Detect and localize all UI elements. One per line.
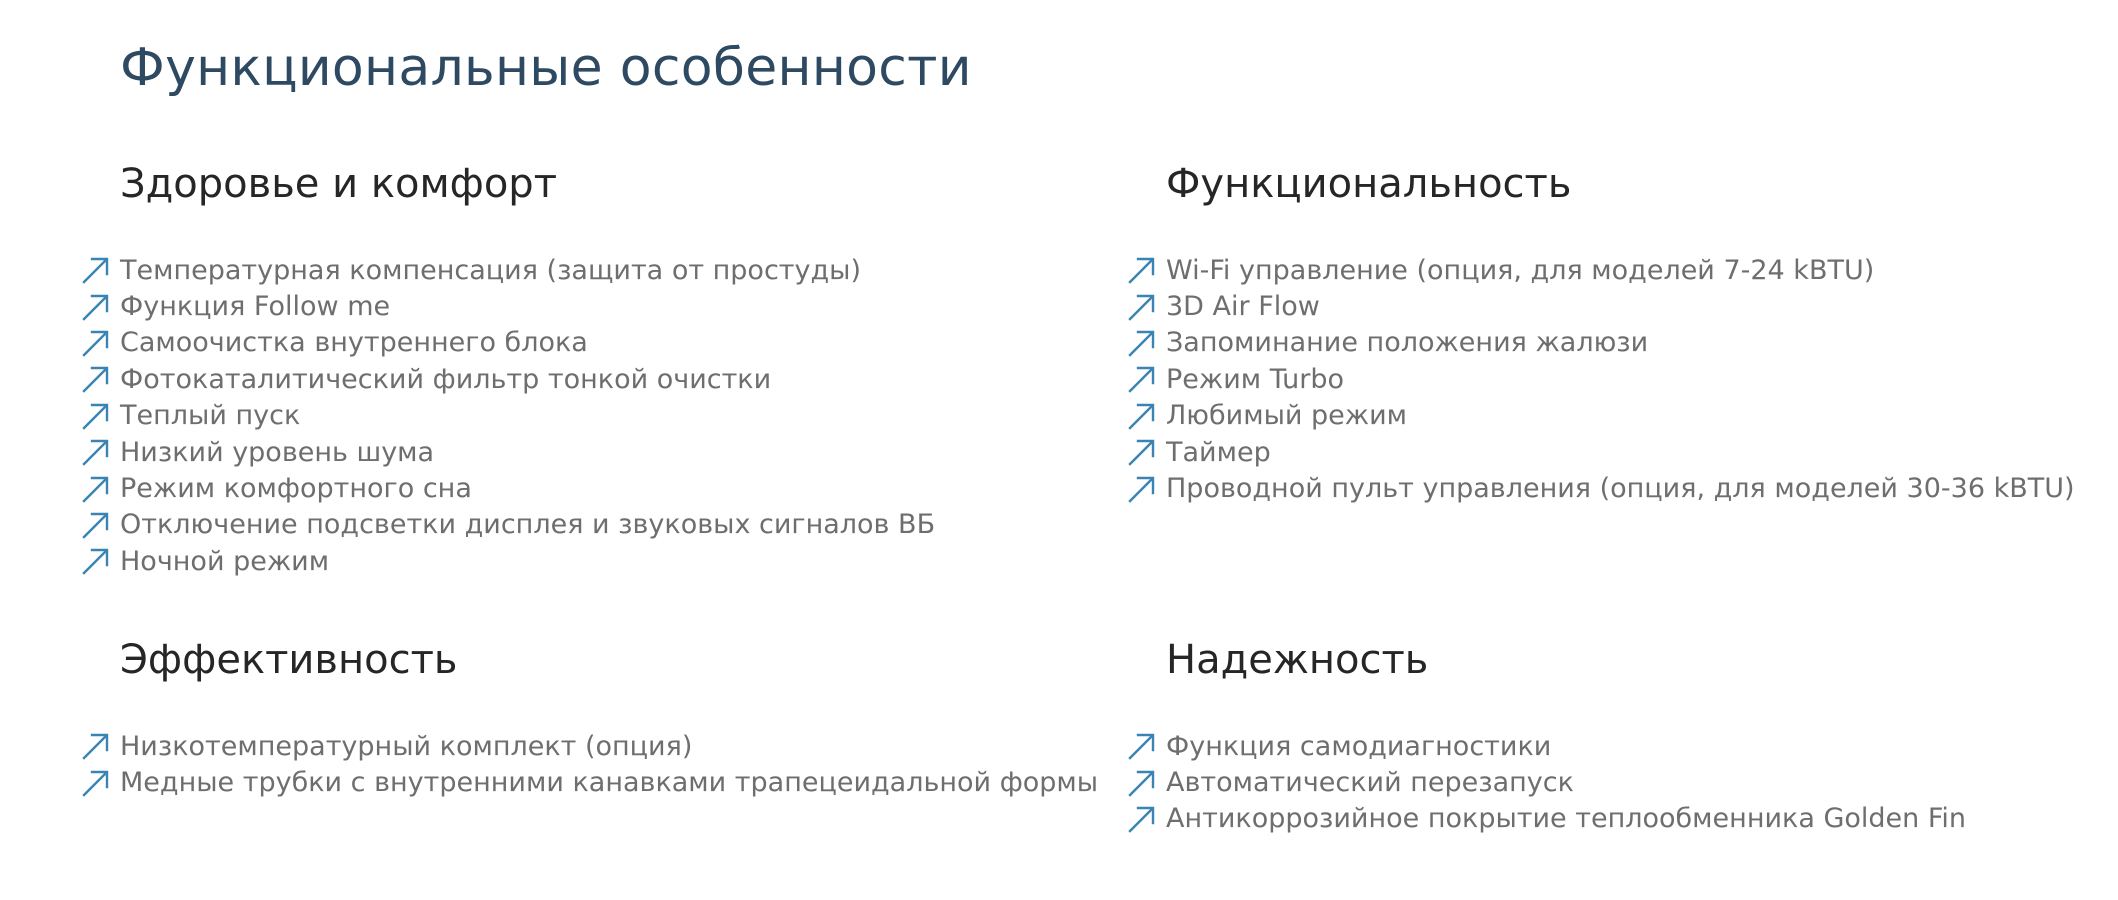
page-title: Функциональные особенности bbox=[120, 38, 972, 98]
feature-text: 3D Air Flow bbox=[1166, 291, 1320, 323]
feature-item bbox=[80, 361, 1080, 397]
diagonal-arrow-up-right-icon bbox=[1126, 768, 1166, 798]
section-efficiency bbox=[80, 636, 1099, 801]
feature-text: Теплый пуск bbox=[120, 400, 301, 432]
feature-text: Таймер bbox=[1166, 436, 1271, 468]
feature-item bbox=[1126, 361, 2118, 397]
feature-item bbox=[80, 252, 1080, 288]
feature-text: Функция самодиагностики bbox=[1166, 730, 1552, 762]
feature-item bbox=[80, 288, 1080, 324]
section-title: Здоровье и комфорт bbox=[120, 161, 557, 207]
feature-text: Любимый режим bbox=[1166, 400, 1408, 432]
feature-list bbox=[1126, 728, 2118, 837]
feature-item bbox=[80, 434, 1080, 470]
feature-item bbox=[1126, 398, 2118, 434]
section-title: Эффективность bbox=[120, 637, 458, 683]
feature-item bbox=[80, 398, 1080, 434]
diagonal-arrow-up-right-icon bbox=[1126, 364, 1166, 394]
feature-item bbox=[80, 325, 1080, 361]
feature-item bbox=[80, 728, 1080, 764]
feature-text: Низкий уровень шума bbox=[120, 436, 435, 468]
diagonal-arrow-up-right-icon bbox=[80, 401, 120, 431]
feature-text: Медные трубки с внутренними канавками трапецеидальной формы bbox=[120, 767, 1099, 799]
feature-text: Ночной режим bbox=[120, 545, 330, 577]
feature-list bbox=[80, 252, 1080, 580]
feature-text: Температурная компенсация (защита от простуды) bbox=[120, 254, 862, 286]
section-health-comfort bbox=[80, 160, 1080, 580]
feature-text: Отключение подсветки дисплея и звуковых сигналов ВБ bbox=[120, 509, 936, 541]
section-reliability bbox=[1126, 636, 2118, 837]
diagonal-arrow-up-right-icon bbox=[80, 328, 120, 358]
feature-item bbox=[80, 470, 1080, 506]
diagonal-arrow-up-right-icon bbox=[1126, 292, 1166, 322]
feature-text: Проводной пульт управления (опция, для моделей 30-36 kBTU) bbox=[1166, 473, 2075, 505]
feature-text: Автоматический перезапуск bbox=[1166, 767, 1574, 799]
feature-text: Запоминание положения жалюзи bbox=[1166, 327, 1649, 359]
feature-list bbox=[80, 728, 1099, 801]
feature-item bbox=[1126, 470, 2118, 506]
diagonal-arrow-up-right-icon bbox=[80, 437, 120, 467]
diagonal-arrow-up-right-icon bbox=[1126, 731, 1166, 761]
section-title: Надежность bbox=[1166, 637, 1429, 683]
feature-text: Самоочистка внутреннего блока bbox=[120, 327, 588, 359]
feature-text: Антикоррозийное покрытие теплообменника Golden Fin bbox=[1166, 803, 1967, 835]
diagonal-arrow-up-right-icon bbox=[1126, 328, 1166, 358]
diagonal-arrow-up-right-icon bbox=[1126, 804, 1166, 834]
feature-item bbox=[1126, 252, 2118, 288]
diagonal-arrow-up-right-icon bbox=[1126, 401, 1166, 431]
feature-text: Режим комфортного сна bbox=[120, 473, 472, 505]
diagonal-arrow-up-right-icon bbox=[1126, 255, 1166, 285]
feature-item bbox=[80, 507, 1080, 543]
feature-item bbox=[80, 764, 1099, 800]
diagonal-arrow-up-right-icon bbox=[80, 546, 120, 576]
feature-text: Низкотемпературный комплект (опция) bbox=[120, 730, 693, 762]
diagonal-arrow-up-right-icon bbox=[80, 255, 120, 285]
feature-list bbox=[1126, 252, 2118, 507]
feature-item bbox=[80, 543, 1080, 579]
diagonal-arrow-up-right-icon bbox=[80, 510, 120, 540]
section-title: Функциональность bbox=[1166, 161, 1572, 207]
feature-text: Фотокаталитический фильтр тонкой очистки bbox=[120, 363, 772, 395]
diagonal-arrow-up-right-icon bbox=[80, 292, 120, 322]
section-functionality bbox=[1126, 160, 2118, 507]
feature-text: Функция Follow me bbox=[120, 291, 391, 323]
feature-item bbox=[1126, 325, 2118, 361]
diagonal-arrow-up-right-icon bbox=[80, 474, 120, 504]
feature-text: Wi-Fi управление (опция, для моделей 7-24 kBTU) bbox=[1166, 254, 1875, 286]
diagonal-arrow-up-right-icon bbox=[1126, 474, 1166, 504]
feature-item bbox=[1126, 764, 2118, 800]
diagonal-arrow-up-right-icon bbox=[80, 731, 120, 761]
feature-item bbox=[1126, 728, 2118, 764]
diagonal-arrow-up-right-icon bbox=[1126, 437, 1166, 467]
feature-item bbox=[1126, 434, 2118, 470]
feature-item bbox=[1126, 801, 2118, 837]
diagonal-arrow-up-right-icon bbox=[80, 768, 120, 798]
diagonal-arrow-up-right-icon bbox=[80, 364, 120, 394]
feature-item bbox=[1126, 288, 2118, 324]
feature-text: Режим Turbo bbox=[1166, 363, 1344, 395]
